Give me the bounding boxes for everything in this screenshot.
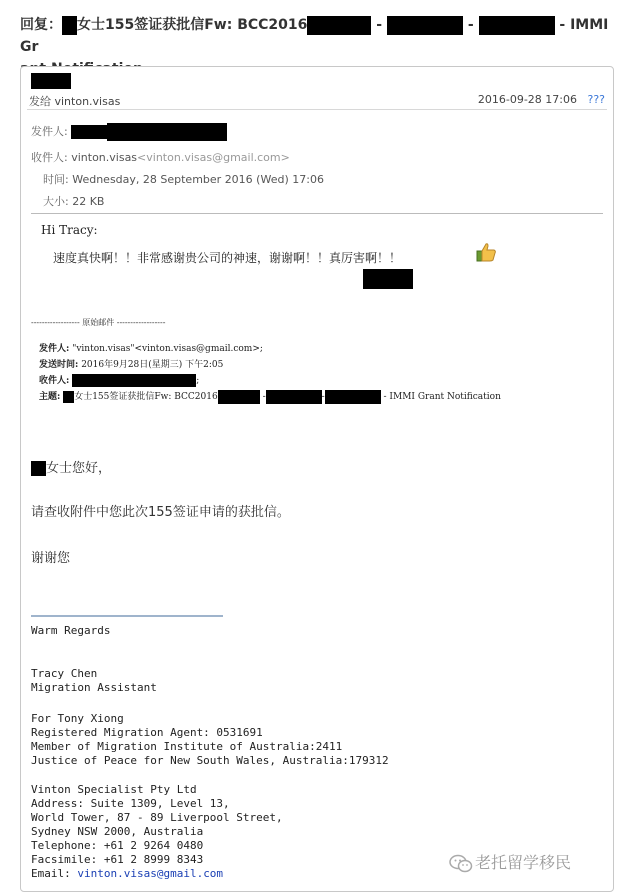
signature-agent: Registered Migration Agent: 0531691	[31, 726, 263, 739]
signature-justice: Justice of Peace for New South Wales, Australia:179312	[31, 754, 389, 767]
redacted-block	[387, 16, 463, 35]
body-thanks: 谢谢您	[31, 551, 71, 566]
watermark-text: 老托留学移民	[475, 853, 572, 872]
original-subject-part1: 女士155签证获批信Fw: BCC2016	[74, 392, 218, 402]
signature-fax: Facsimile: +61 2 8999 8343	[31, 853, 204, 866]
signature-addr1: Address: Suite 1309, Level 13,	[31, 797, 230, 810]
watermark	[449, 850, 571, 874]
to-name[interactable]: vinton.visas	[71, 151, 138, 164]
reply-message: 速度真快啊！！非常感谢贵公司的神速，谢谢啊！！真厉害啊！！	[53, 251, 402, 265]
original-to-value: ;	[196, 376, 200, 386]
size-value: 22 KB	[72, 195, 105, 208]
original-from	[39, 341, 263, 354]
help-link[interactable]: ???	[587, 93, 605, 106]
redacted-block	[63, 391, 74, 403]
original-subject-label: 主题:	[39, 392, 61, 402]
subject-prefix: 回复：	[20, 17, 62, 33]
redacted-block	[325, 390, 381, 404]
time-value: Wednesday, 28 September 2016 (Wed) 17:06	[72, 173, 324, 186]
from-label: 发件人:	[31, 125, 68, 138]
to-label: 收件人:	[31, 151, 68, 164]
redacted-block	[107, 123, 227, 141]
original-subject-dash: -	[321, 392, 325, 402]
original-to	[39, 373, 199, 387]
redacted-block	[31, 461, 46, 476]
redacted-block	[363, 269, 413, 289]
subject-dash: -	[376, 17, 383, 33]
reply-greeting: Hi Tracy:	[41, 223, 98, 237]
redacted-block	[72, 374, 196, 387]
original-from-value: "vinton.visas"<vinton.visas@gmail.com>;	[72, 344, 263, 354]
email-date: 2016-09-28 17:06	[477, 93, 577, 106]
salutation-text: 女士您好，	[46, 461, 112, 476]
signature-addr3: Sydney NSW 2000, Australia	[31, 825, 204, 838]
signature-title: Migration Assistant	[31, 681, 157, 694]
wechat-icon	[449, 854, 473, 874]
redacted-sender-name	[31, 73, 71, 89]
meta-time	[43, 171, 324, 187]
signature-regards: Warm Regards	[31, 624, 111, 637]
signature-name-block	[31, 667, 157, 695]
redacted-block	[218, 390, 260, 404]
size-label: 大小:	[43, 195, 69, 208]
redacted-block	[71, 125, 107, 139]
signature-phone: Telephone: +61 2 9264 0480	[31, 839, 204, 852]
original-sent-value: 2016年9月28日(星期三) 下午2:05	[81, 360, 224, 370]
original-from-label: 发件人:	[39, 344, 70, 354]
original-mail-divider: ------------------ 原始邮件 ------------------	[31, 318, 166, 327]
original-subject	[39, 389, 501, 404]
signature-addr2: World Tower, 87 - 89 Liverpool Street,	[31, 811, 283, 824]
thumbs-up-icon	[475, 241, 497, 268]
subject-middle: 女士155签证获批信Fw: BCC2016	[77, 17, 308, 33]
signature-company-block	[31, 783, 283, 881]
meta-to	[31, 149, 290, 165]
signature-for: For Tony Xiong	[31, 712, 124, 725]
to-email[interactable]: <vinton.visas@gmail.com>	[137, 151, 290, 164]
email-header-bar	[27, 93, 607, 110]
signature-agent-block	[31, 712, 389, 768]
signature-member: Member of Migration Institute of Australia:2411	[31, 740, 343, 753]
signature-email-link[interactable]: vinton.visas@gmail.com	[77, 867, 224, 880]
meta-from	[31, 123, 227, 141]
subject-dash: -	[467, 17, 474, 33]
signature-email-label: Email:	[31, 867, 78, 880]
body-line: 请查收附件中您此次155签证申请的获批信。	[31, 505, 290, 520]
original-to-label: 收件人:	[39, 376, 70, 386]
original-subject-dash: -	[262, 392, 266, 402]
meta-divider	[31, 213, 603, 214]
signature-name: Tracy Chen	[31, 667, 98, 680]
redacted-block	[307, 16, 371, 35]
signature-divider	[31, 615, 223, 617]
subject-suffix: - IMMI Gr	[20, 17, 609, 55]
redacted-block	[479, 16, 555, 35]
recipient-via: 发给 vinton.visas	[29, 95, 121, 108]
meta-size	[43, 193, 104, 209]
redacted-block	[266, 390, 322, 404]
signature-email-row	[31, 867, 283, 881]
email-message-panel	[20, 66, 614, 892]
original-sent	[39, 357, 223, 370]
body-salutation	[31, 457, 111, 476]
redacted-block	[62, 16, 77, 35]
original-sent-label: 发送时间:	[39, 360, 79, 370]
signature-company: Vinton Specialist Pty Ltd	[31, 783, 197, 796]
original-subject-end: - IMMI Grant Notification	[383, 392, 501, 402]
time-label: 时间:	[43, 173, 69, 186]
